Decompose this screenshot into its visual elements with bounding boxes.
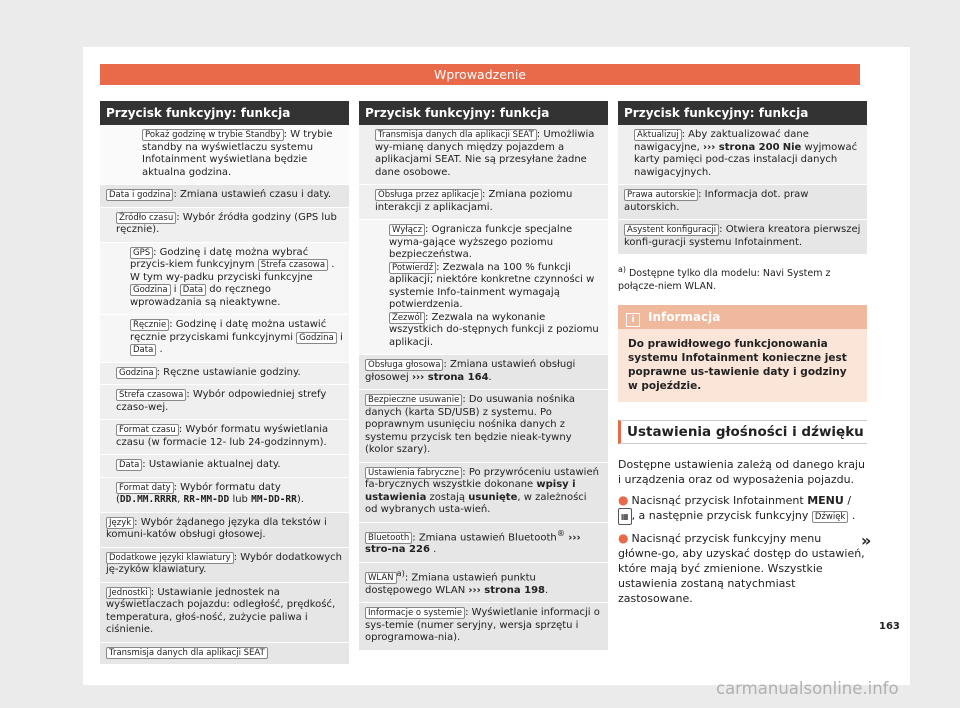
paragraph: Dostępne ustawienia zależą od danego kraju i urządzenia oraz od wyposażenia pojazdu. <box>618 458 865 487</box>
softkey: Transmisja danych dla aplikacji SEAT <box>375 129 537 141</box>
info-icon: i <box>626 313 640 327</box>
softkey: Strefa czasowa <box>258 259 328 271</box>
info-box <box>618 305 867 402</box>
bullet-icon: ● <box>618 493 629 508</box>
table-row: Informacje o systemie : Wyświetlanie informacji o sys-temie (numer seryjny, wersja sprzętu i oprogramowa-nia). <box>359 603 608 651</box>
table-row: Pokaż godzinę w trybie Standby : W trybie standby na wyświetlaczu systemu Infotainment wyświetlana będzie aktualna godzina. <box>100 125 349 185</box>
table-row: Data i godzina : Zmiana ustawień czasu i daty. <box>100 185 349 208</box>
table-row: Asystent konfiguracji : Otwiera kreatora pierwszej konfi-guracji systemu Infotainment. <box>618 220 867 255</box>
softkey: GPS <box>130 247 153 259</box>
table-header: Przycisk funkcyjny: funkcja <box>100 101 349 125</box>
softkey: Aktualizuj <box>634 129 682 141</box>
table-column-1 <box>100 101 349 665</box>
softkey: Ręcznie <box>130 319 169 331</box>
softkey: Dodatkowe języki klawiatury <box>106 552 234 564</box>
softkey: Obsługa przez aplikacje <box>375 189 482 201</box>
softkey: Format czasu <box>116 424 179 436</box>
list-item: ● Nacisnąć przycisk funkcyjny menu główne-go, aby uzyskać dostęp do ustawień, które mają być zmienione. Wszystkie ustawienia zostaną natychmiast zastosowane. <box>618 531 865 606</box>
footnote: $^{a)}$ Dostępne tylko dla modelu: Navi System z połącze-niem WLAN. <box>618 265 831 293</box>
table-row: Strefa czasowa : Wybór odpowiedniej strefy czaso-wej. <box>100 385 349 420</box>
softkey: Transmisja danych dla aplikacji SEAT <box>106 647 268 659</box>
softkey: Data <box>180 284 206 296</box>
page-number: 163 <box>879 621 900 632</box>
chapter-header: Wprowadzenie <box>100 64 860 85</box>
info-box-header: i Informacja <box>618 305 867 329</box>
table-row: GPS : Godzinę i datę można wybrać przycis-kiem funkcyjnym Strefa czasowa . W tym wy-padku przyciski funkcyjne Godzina i Data do ręcznego wprowadzania są nieaktywne. <box>100 243 349 316</box>
table-row: Transmisja danych dla aplikacji SEAT : Umożliwia wy-mianę danych między pojazdem a aplikacjami SEAT. Nie są przesyłane żadne dane osobowe. <box>359 125 608 185</box>
softkey: Asystent konfiguracji <box>624 224 719 236</box>
table-row: Ręcznie : Godzinę i datę można ustawić ręcznie przyciskami funkcyjnymi Godzina i Data . <box>100 315 349 363</box>
softkey: Jednostki <box>106 587 151 599</box>
page-reference[interactable]: ››› stro-na 226 <box>365 531 581 556</box>
softkey: Dźwięk <box>812 511 848 523</box>
softkey: Bezpieczne usuwanie <box>365 394 462 406</box>
table-row: Obsługa głosowa : Zmiana ustawień obsługi głosowej ››› strona 164. <box>359 355 608 390</box>
table-row: Bluetooth : Zmiana ustawień Bluetooth® ››› stro-na 226 . <box>359 523 608 563</box>
softkey: Data i godzina <box>106 189 173 201</box>
softkey: Strefa czasowa <box>116 389 186 401</box>
softkey: Data <box>130 344 156 356</box>
table-row: Jednostki : Ustawianie jednostek na wyświetlaczach pojazdu: odległość, prędkość, temperatura, głoś-ność, zużycie paliwa i ciśnienie. <box>100 583 349 643</box>
softkey: Ustawienia fabryczne <box>365 467 462 479</box>
table-row: Ustawienia fabryczne : Po przywróceniu ustawień fa-brycznych wszystkie dokonane wpisy i ustawienia zostają usunięte, w zależności od wybranych usta-wień. <box>359 463 608 523</box>
table-column-2 <box>359 101 608 651</box>
table-row: Format czasu : Wybór formatu wyświetlania czasu (w formacie 12- lub 24-godzinnym). <box>100 420 349 455</box>
menu-key: MENU <box>807 494 844 508</box>
watermark: carmanualsonline.info <box>716 679 899 698</box>
table-header: Przycisk funkcyjny: funkcja <box>359 101 608 125</box>
softkey: Potwierdź <box>389 262 436 274</box>
table-header: Przycisk funkcyjny: funkcja <box>618 101 867 125</box>
table-row <box>100 643 349 666</box>
softkey: Pokaż godzinę w trybie Standby <box>142 129 284 141</box>
softkey: Bluetooth <box>365 532 412 544</box>
softkey: Obsługa głosowa <box>365 359 443 371</box>
softkey: Godzina <box>296 332 337 344</box>
page-reference[interactable]: ››› strona 198 <box>468 584 545 596</box>
table-column-3 <box>618 101 867 606</box>
table-row: Dodatkowe języki klawiatury : Wybór dodatkowych ję-zyków klawiatury. <box>100 548 349 583</box>
softkey: Godzina <box>130 284 171 296</box>
page-reference[interactable]: ››› strona 200 <box>702 141 780 153</box>
softkey: Źródło czasu <box>116 212 176 224</box>
table-row: Język : Wybór żądanego języka dla tekstów i komuni-katów obsługi głosowej. <box>100 513 349 548</box>
softkey: Język <box>106 517 134 529</box>
table-row: Obsługa przez aplikacje : Zmiana poziomu interakcji z aplikacjami. <box>359 185 608 220</box>
table-row: Prawa autorskie : Informacja dot. praw autorskich. <box>618 185 867 220</box>
bullet-icon: ● <box>618 531 629 546</box>
softkey: Prawa autorskie <box>624 189 698 201</box>
list-item: ● Nacisnąć przycisk Infotainment MENU / ▦ , a następnie przycisk funkcyjny Dźwięk . <box>618 493 867 525</box>
info-box-body: Do prawidłowego funkcjonowania systemu Infotainment konieczne jest poprawne us-tawienie daty i godziny w pojeździe. <box>618 329 867 402</box>
grid-icon: ▦ <box>618 508 632 525</box>
page-reference[interactable]: ››› strona 164 <box>411 371 489 383</box>
softkey: Format daty <box>116 482 174 494</box>
softkey: Data <box>116 459 142 471</box>
table-row: Źródło czasu : Wybór źródła godziny (GPS lub ręcznie). <box>100 208 349 243</box>
softkey: Godzina <box>116 367 157 379</box>
table-row: WLAN$^{a)}$: Zmiana ustawień punktu dostępowego WLAN ››› strona 198. <box>359 563 608 603</box>
table-row: Bezpieczne usuwanie : Do usuwania nośnika danych (karta SD/USB) z systemu. Po poprawnym usunięciu nośnika danych z systemu przycisk ten będzie nieak-tywny (kolor szary). <box>359 390 608 463</box>
table-row: Wyłącz : Ogranicza funkcje specjalne wyma-gające wyższego poziomu bezpieczeństwa. Potwierdź : Zezwala na 100 % funkcji aplikacji; niektóre konkretne czynności w systemie Info-tainment wymagają potwierdzenia. Zezwól : Zezwala na wykonanie wszystkich do-stępnych funkcji z poziomu aplikacji. <box>359 220 608 355</box>
softkey: Wyłącz <box>389 224 425 236</box>
section-title: Ustawienia głośności i dźwięku <box>618 420 867 444</box>
softkey: Zezwól <box>389 312 425 324</box>
table-row: Aktualizuj : Aby zaktualizować dane nawigacyjne, ››› strona 200 Nie wyjmować karty pamięci pod-czas instalacji danych nawigacyjnych. <box>618 125 867 185</box>
continue-icon: » <box>861 531 872 550</box>
table-row: Format daty : Wybór formatu daty (DD.MM.RRRR, RR-MM-DD lub MM-DD-RR). <box>100 478 349 513</box>
softkey: WLAN <box>365 572 397 584</box>
table-row: Data : Ustawianie aktualnej daty. <box>100 455 349 478</box>
softkey: Informacje o systemie <box>365 607 465 619</box>
table-row: Godzina : Ręczne ustawianie godziny. <box>100 363 349 386</box>
